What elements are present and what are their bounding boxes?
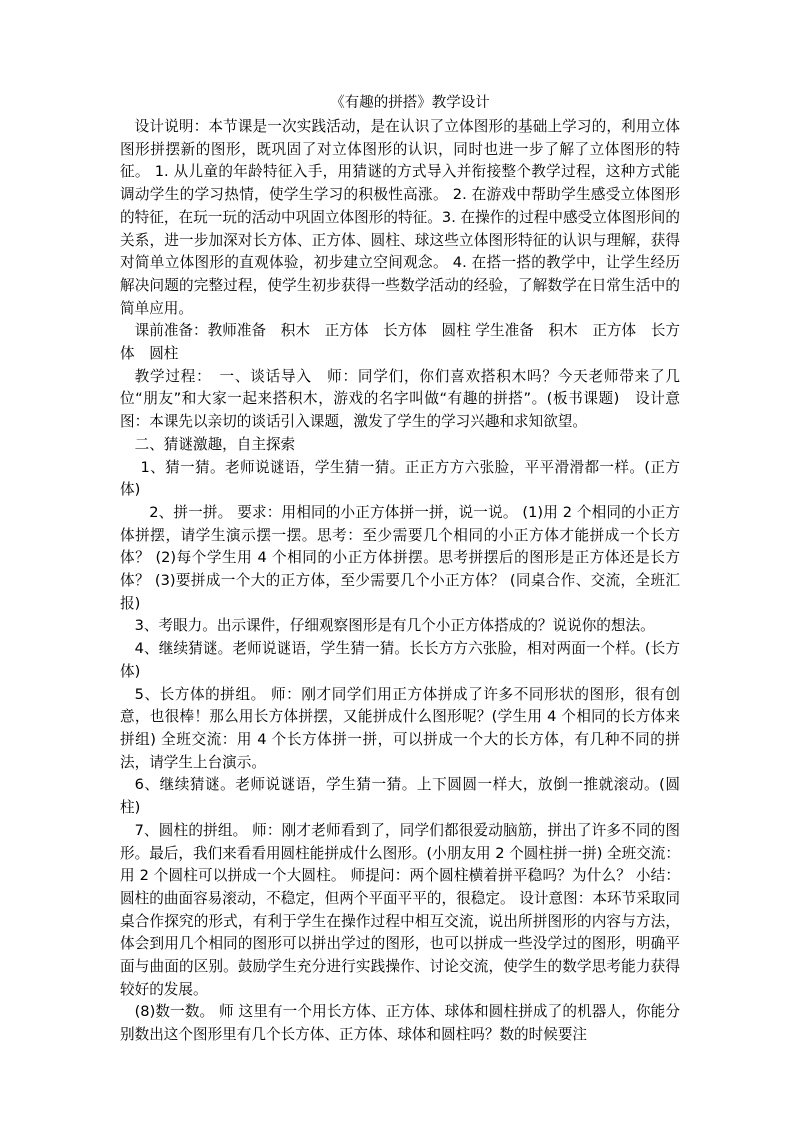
document-title: 《有趣的拼搭》教学设计 xyxy=(330,95,490,111)
step-count-paragraph: (8)数一数。 师 这里有一个用长方体、正方体、球体和圆柱拼成了的机器人，你能分别数出这个图形里有几个长方体、正方体、球体和圆柱吗？数的时候要注 xyxy=(120,1003,680,1044)
preparation-paragraph: 课前准备：教师准备 积木 正方体 长方体 圆柱 学生准备 积木 正方体 长方体 圆柱 xyxy=(120,322,680,363)
document-page xyxy=(120,92,680,1047)
step-cylinder-assembly-paragraph: 7、圆柱的拼组。 师：刚才老师看到了，同学们都很爱动脑筋，拼出了许多不同的图形。最后，我们来看看用圆柱能拼成什么图形。(小朋友用 2 个圆柱拼一拼) 全班交流：用 2 个圆柱可以拼成一个大圆柱。 师提问：两个圆柱横着拼平稳吗？为什么？ 小结：圆柱的曲面容易滚动，不稳定，但两个平面平平的，很稳定。 设计意图：本环节采取同桌合作探究的形式，有利于学生在操作过程中相互交流，说出所拼图形的内容与方法，体会到用几个相同的图形可以拼出学过的图形，也可以拼成一些没学过的图形，明确平面与曲面的区别。鼓励学生充分进行实践操作、讨论交流，使学生的数学思考能力获得较好的发展。 xyxy=(120,821,680,998)
step-guess-paragraph: 1、猜一猜。老师说谜语，学生猜一猜。正正方方六张脸，平平滑滑都一样。(正方体) xyxy=(120,458,680,499)
teaching-process-paragraph: 教学过程： 一、谈话导入 师：同学们，你们喜欢搭积木吗？今天老师带来了几位“朋友”和大家一起来搭积木，游戏的名字叫做“有趣的拼搭”。(板书课题) 设计意图：本课先以亲切的谈话引入课题，激发了学生的学习兴趣和求知欲望。 xyxy=(120,367,680,431)
step-assemble-paragraph: 2、拼一拼。 要求：用相同的小正方体拼一拼，说一说。 (1)用 2 个相同的小正方体拼摆，请学生演示摆一摆。思考：至少需要几个相同的小正方体才能拼成一个长方体？ (2)每个学生用 4 个相同的小正方体拼摆。思考拼摆后的图形是正方体还是长方体？ (3)要拼成一个大的正方体，至少需要几个小正方体？ (同桌合作、交流，全班汇报) xyxy=(120,503,680,612)
step-riddle-cylinder-paragraph: 6、继续猜谜。老师说谜语，学生猜一猜。上下圆圆一样大，放倒一推就滚动。(圆柱) xyxy=(120,776,680,817)
design-description-paragraph: 设计说明：本节课是一次实践活动，是在认识了立体图形的基础上学习的，利用立体图形拼摆新的图形，既巩固了对立体图形的认识，同时也进一步了解了立体图形的特征。 1. 从儿童的年龄特征入手，用猜谜的方式导入并衔接整个教学过程，这种方式能调动学生的学习热情，使学生学习的积极性高涨。 2. 在游戏中帮助学生感受立体图形的特征，在玩一玩的活动中巩固立体图形的特征。3. 在操作的过程中感受立体图形间的关系，进一步加深对长方体、正方体、圆柱、球这些立体图形特征的认识与理解，获得对简单立体图形的直观体验，初步建立空间观念。 4. 在搭一搭的教学中，让学生经历解决问题的完整过程，使学生初步获得一些数学活动的经验，了解数学在日常生活中的简单应用。 xyxy=(120,118,680,317)
step-observe-paragraph: 3、考眼力。出示课件，仔细观察图形是有几个小正方体搭成的？说说你的想法。 xyxy=(134,617,655,635)
section-heading-two: 二、猜谜激趣，自主探索 xyxy=(134,435,296,453)
step-riddle-cuboid-paragraph: 4、继续猜谜。老师说谜语，学生猜一猜。长长方方六张脸，相对两面一个样。(长方体) xyxy=(120,640,680,680)
step-cuboid-assembly-paragraph: 5、长方体的拼组。 师：刚才同学们用正方体拼成了许多不同形状的图形，很有创意，也很棒！那么用长方体拼摆，又能拼成什么图形呢？(学生用 4 个相同的长方体来拼组) 全班交流：用 4 个长方体拼一拼，可以拼成一个大的长方体，有几种不同的拼法，请学生上台演示。 xyxy=(120,685,680,771)
